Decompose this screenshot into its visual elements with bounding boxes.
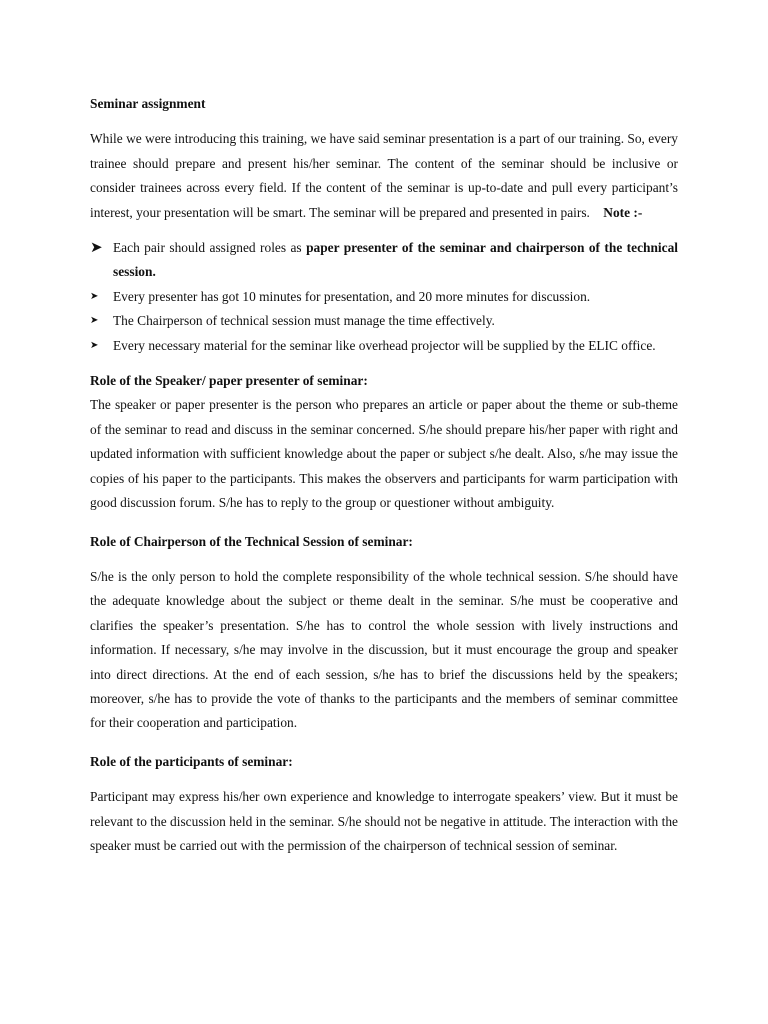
bullet-bold-text: paper presenter of the seminar and chairperson of the technical session. bbox=[113, 240, 678, 280]
arrow-bullet-icon: ➤ bbox=[90, 238, 103, 257]
participants-role-paragraph: Participant may express his/her own experience and knowledge to interrogate speakers’ view. But it must be relevant to the discussion held in the seminar. S/he should not be negative in attitude. The interaction with the speaker must be carried out with the permission of the chairperson of technical session of seminar. bbox=[90, 789, 678, 853]
list-item bbox=[90, 285, 678, 309]
list-item bbox=[90, 236, 678, 285]
arrow-bullet-icon: ➤ bbox=[90, 290, 99, 302]
speaker-role-paragraph: The speaker or paper presenter is the person who prepares an article or paper about the theme or sub-theme of the seminar to read and discuss in the seminar concerned. S/he should prepare his/her paper with right and updated information with sufficient knowledge about the paper or subject s/he dealt. Also, s/he may issue the copies of his paper to the participants. This makes the observers and participants for warm participation with good discussion forum. S/he has to reply to the group or questioner without ambiguity. bbox=[90, 397, 678, 511]
bullet-text: Each pair should assigned roles as bbox=[113, 240, 302, 256]
speaker-role-heading: Role of the Speaker/ paper presenter of seminar: bbox=[90, 373, 368, 389]
bullet-text: Every presenter has got 10 minutes for presentation, and 20 more minutes for discussion. bbox=[113, 288, 591, 304]
note-list bbox=[90, 236, 678, 358]
document-content bbox=[90, 92, 678, 858]
arrow-bullet-icon: ➤ bbox=[90, 339, 99, 351]
chairperson-role-heading: Role of Chairperson of the Technical Session of seminar: bbox=[90, 533, 413, 549]
intro-text: While we were introducing this training, we have said seminar presentation is a part of our training. So, every trainee should prepare and present his/her seminar. The content of the seminar should be inclusive or consider trainees across every field. If the content of the seminar is up-to-date and pull every participant’s interest, your presentation will be smart. The seminar will be prepared and presented in pairs. bbox=[90, 131, 678, 220]
list-item bbox=[90, 334, 678, 358]
arrow-bullet-icon: ➤ bbox=[90, 315, 99, 327]
chairperson-role-paragraph: S/he is the only person to hold the complete responsibility of the whole technical session. S/he should have the adequate knowledge about the subject or theme dealt in the seminar. S/he must be cooperative and clarifies the speaker’s presentation. S/he has to control the whole session with lively instructions and information. If necessary, s/he may involve in the discussion, but it must encourage the group and speaker into direct directions. At the end of each session, s/he has to brief the discussions held by the speakers; moreover, s/he has to provide the vote of thanks to the participants and the members of seminar committee for their cooperation and participation. bbox=[90, 568, 678, 731]
intro-paragraph bbox=[90, 127, 678, 225]
list-item bbox=[90, 309, 678, 333]
document-title: Seminar assignment bbox=[90, 96, 206, 111]
bullet-text: The Chairperson of technical session must manage the time effectively. bbox=[113, 313, 495, 329]
participants-role-heading: Role of the participants of seminar: bbox=[90, 753, 293, 769]
bullet-text: Every necessary material for the seminar like overhead projector will be supplied by the ELIC office. bbox=[113, 337, 656, 353]
note-label: Note :- bbox=[603, 204, 643, 220]
